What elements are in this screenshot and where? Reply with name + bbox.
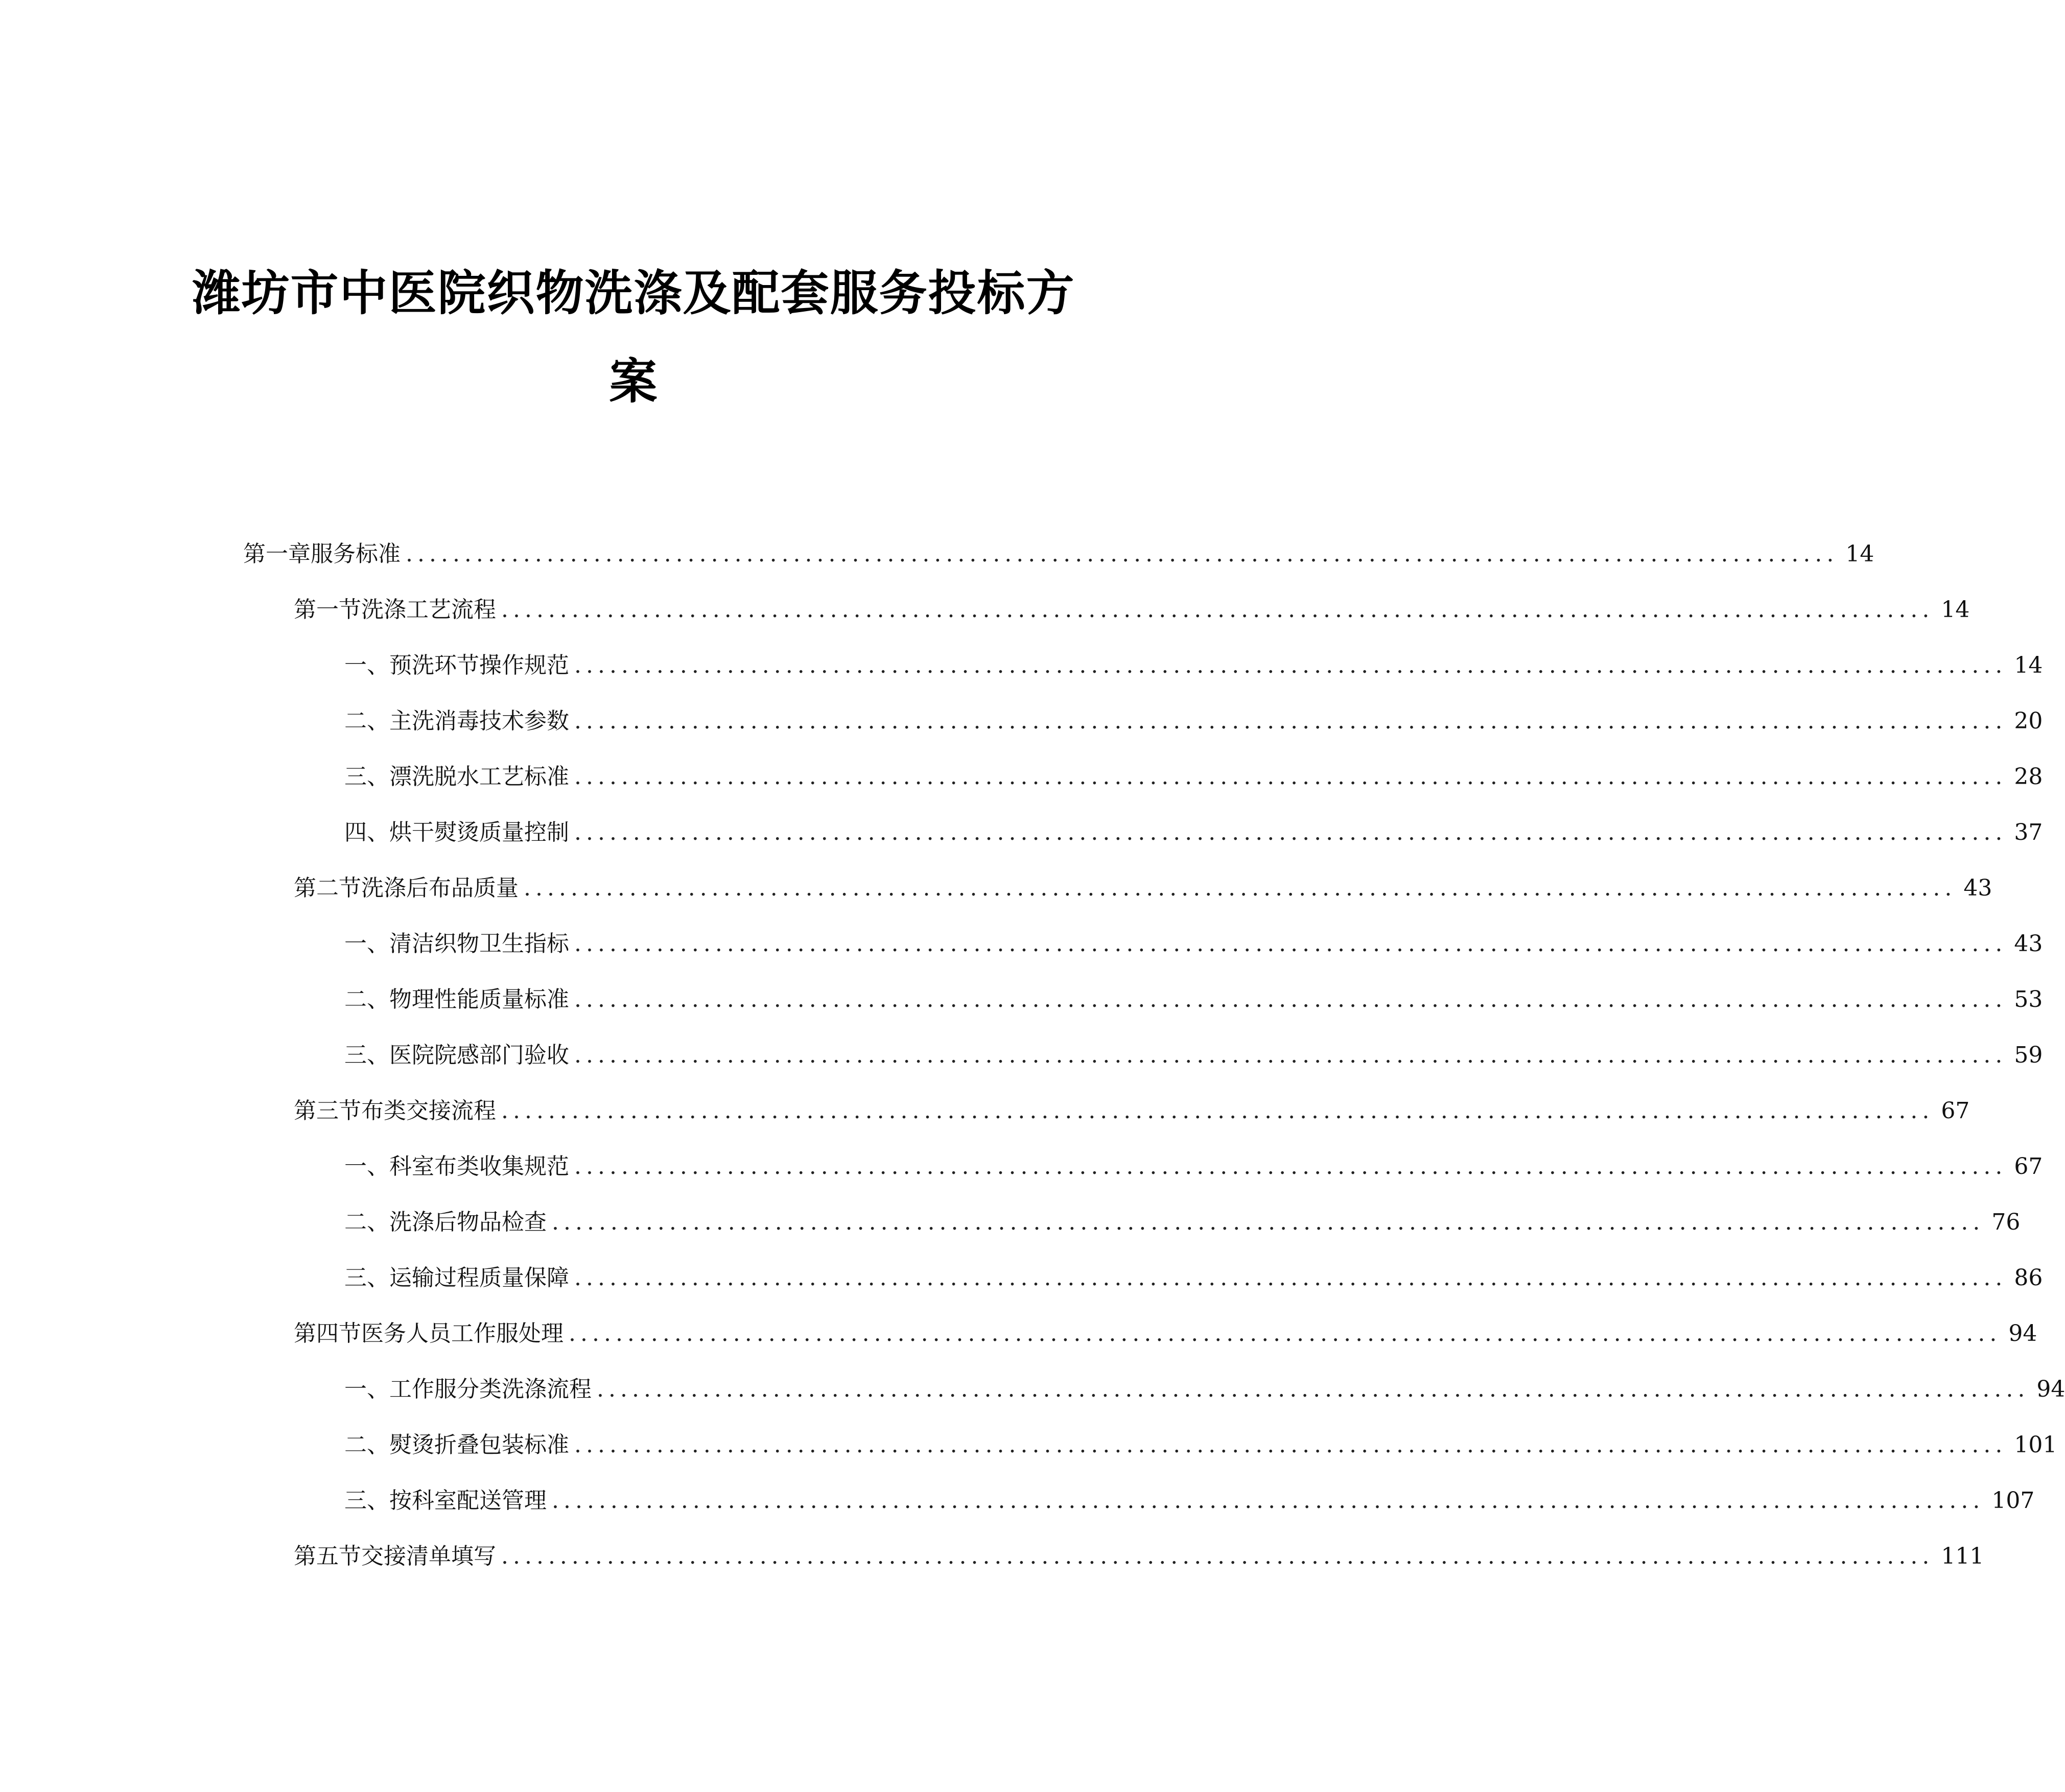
toc-entry-number: 三、 <box>344 1265 389 1291</box>
toc-leader-dots: .......................................................................................................................... <box>552 1488 1985 1514</box>
toc-entry-page: 28 <box>2014 764 2043 790</box>
toc-entry-label: 按科室配送管理 <box>389 1488 547 1514</box>
toc-entry-number: 三、 <box>344 1488 389 1514</box>
toc-leader-dots: .......................................................................................................................... <box>501 1098 1934 1124</box>
toc-leader-dots: .......................................................................................................................... <box>574 1042 2007 1068</box>
toc-leader-dots: .......................................................................................................................... <box>574 708 2007 734</box>
toc-leader-dots: .......................................................................................................................... <box>597 1376 2030 1402</box>
toc-entry-number: 一、 <box>344 1153 389 1180</box>
toc-leader-dots: .......................................................................................................................... <box>524 875 1957 901</box>
toc-entry-number: 二、 <box>344 708 389 734</box>
toc-entry-item[interactable] <box>344 1374 2065 1405</box>
toc-leader-dots: .......................................................................................................................... <box>574 986 2007 1012</box>
toc-entry-label: 洗涤工艺流程 <box>361 597 496 623</box>
toc-entry-page: 43 <box>2014 931 2043 957</box>
toc-entry-section-1-3[interactable] <box>294 1096 1970 1126</box>
toc-entry-number: 四、 <box>344 819 389 845</box>
toc-entry-item[interactable] <box>344 1263 2043 1293</box>
toc-entry-number: 二、 <box>344 1209 389 1235</box>
toc-leader-dots: .......................................................................................................................... <box>574 652 2007 678</box>
toc-entry-number: 三、 <box>344 1042 389 1068</box>
toc-entry-label: 医院院感部门验收 <box>389 1042 569 1068</box>
toc-leader-dots: .......................................................................................................................... <box>574 764 2007 790</box>
toc-entry-number: 二、 <box>344 986 389 1012</box>
toc-entry-label: 服务标准 <box>311 541 401 567</box>
toc-leader-dots: .......................................................................................................................... <box>574 819 2007 845</box>
toc-entry-page: 20 <box>2014 708 2043 734</box>
toc-entry-page: 53 <box>2014 986 2043 1012</box>
toc-entry-page: 76 <box>1991 1209 2021 1235</box>
toc-entry-page: 59 <box>2014 1042 2043 1068</box>
toc-entry-number: 第一章 <box>243 541 311 567</box>
toc-leader-dots: .......................................................................................................................... <box>501 1543 1934 1569</box>
toc-entry-page: 43 <box>1963 875 1992 901</box>
toc-entry-section-1-2[interactable] <box>294 873 1992 904</box>
toc-entry-number: 三、 <box>344 764 389 790</box>
toc-entry-label: 工作服分类洗涤流程 <box>389 1376 592 1402</box>
toc-entry-page: 67 <box>1941 1098 1970 1124</box>
toc-entry-section-1-1[interactable] <box>294 595 1970 625</box>
toc-entry-number: 第五节 <box>294 1543 361 1569</box>
toc-entry-number: 第三节 <box>294 1098 361 1124</box>
toc-entry-item[interactable] <box>344 1486 2035 1516</box>
toc-entry-label: 运输过程质量保障 <box>389 1265 569 1291</box>
document-title-line-2: 案 <box>609 353 659 410</box>
toc-entry-label: 洗涤后物品检查 <box>389 1209 547 1235</box>
toc-entry-item[interactable] <box>344 650 2043 681</box>
toc-entry-page: 86 <box>2014 1265 2043 1291</box>
toc-entry-item[interactable] <box>344 1430 2057 1460</box>
toc-leader-dots: .......................................................................................................................... <box>501 597 1934 623</box>
toc-entry-label: 漂洗脱水工艺标准 <box>389 764 569 790</box>
toc-leader-dots: .......................................................................................................................... <box>569 1321 2002 1347</box>
toc-entry-label: 医务人员工作服处理 <box>361 1321 564 1347</box>
toc-entry-page: 14 <box>1941 597 1970 623</box>
toc-entry-chapter-1[interactable] <box>243 539 1874 570</box>
toc-entry-label: 洗涤后布品质量 <box>361 875 519 901</box>
toc-entry-number: 第四节 <box>294 1321 361 1347</box>
toc-entry-label: 物理性能质量标准 <box>389 986 569 1012</box>
toc-entry-number: 一、 <box>344 931 389 957</box>
toc-entry-page: 111 <box>1941 1543 1984 1569</box>
toc-entry-page: 94 <box>2008 1321 2037 1347</box>
toc-entry-item[interactable] <box>344 929 2043 959</box>
toc-entry-number: 一、 <box>344 1376 389 1402</box>
toc-leader-dots: .......................................................................................................................... <box>574 931 2007 957</box>
toc-entry-number: 二、 <box>344 1432 389 1458</box>
toc-leader-dots: .......................................................................................................................... <box>406 541 1839 567</box>
toc-entry-item[interactable] <box>344 762 2043 792</box>
toc-entry-page: 37 <box>2014 819 2043 845</box>
toc-entry-section-1-5[interactable] <box>294 1541 1984 1572</box>
toc-entry-page: 14 <box>1845 541 1874 567</box>
toc-leader-dots: .......................................................................................................................... <box>574 1432 2007 1458</box>
toc-leader-dots: .......................................................................................................................... <box>552 1209 1985 1235</box>
toc-entry-number: 第一节 <box>294 597 361 623</box>
toc-entry-item[interactable] <box>344 984 2043 1015</box>
document-title-line-1: 潍坊市中医院织物洗涤及配套服务投标方 <box>192 265 1075 321</box>
toc-entry-label: 烘干熨烫质量控制 <box>389 819 569 845</box>
toc-entry-section-1-4[interactable] <box>294 1318 2037 1349</box>
toc-entry-label: 科室布类收集规范 <box>389 1153 569 1180</box>
toc-entry-label: 布类交接流程 <box>361 1098 496 1124</box>
toc-entry-label: 交接清单填写 <box>361 1543 496 1569</box>
toc-entry-label: 熨烫折叠包装标准 <box>389 1432 569 1458</box>
toc-leader-dots: .......................................................................................................................... <box>574 1153 2007 1180</box>
toc-entry-item[interactable] <box>344 706 2043 737</box>
toc-entry-number: 一、 <box>344 652 389 678</box>
toc-entry-label: 预洗环节操作规范 <box>389 652 569 678</box>
toc-entry-item[interactable] <box>344 1151 2043 1182</box>
toc-entry-item[interactable] <box>344 1207 2021 1238</box>
toc-leader-dots: .......................................................................................................................... <box>574 1265 2007 1291</box>
toc-entry-page: 101 <box>2014 1432 2057 1458</box>
toc-entry-page: 14 <box>2014 652 2043 678</box>
toc-entry-item[interactable] <box>344 1040 2043 1071</box>
toc-entry-page: 94 <box>2036 1376 2065 1402</box>
toc-entry-label: 清洁织物卫生指标 <box>389 931 569 957</box>
toc-entry-page: 107 <box>1991 1488 2035 1514</box>
toc-entry-item[interactable] <box>344 817 2043 848</box>
toc-entry-page: 67 <box>2014 1153 2043 1180</box>
toc-entry-label: 主洗消毒技术参数 <box>389 708 569 734</box>
toc-entry-number: 第二节 <box>294 875 361 901</box>
